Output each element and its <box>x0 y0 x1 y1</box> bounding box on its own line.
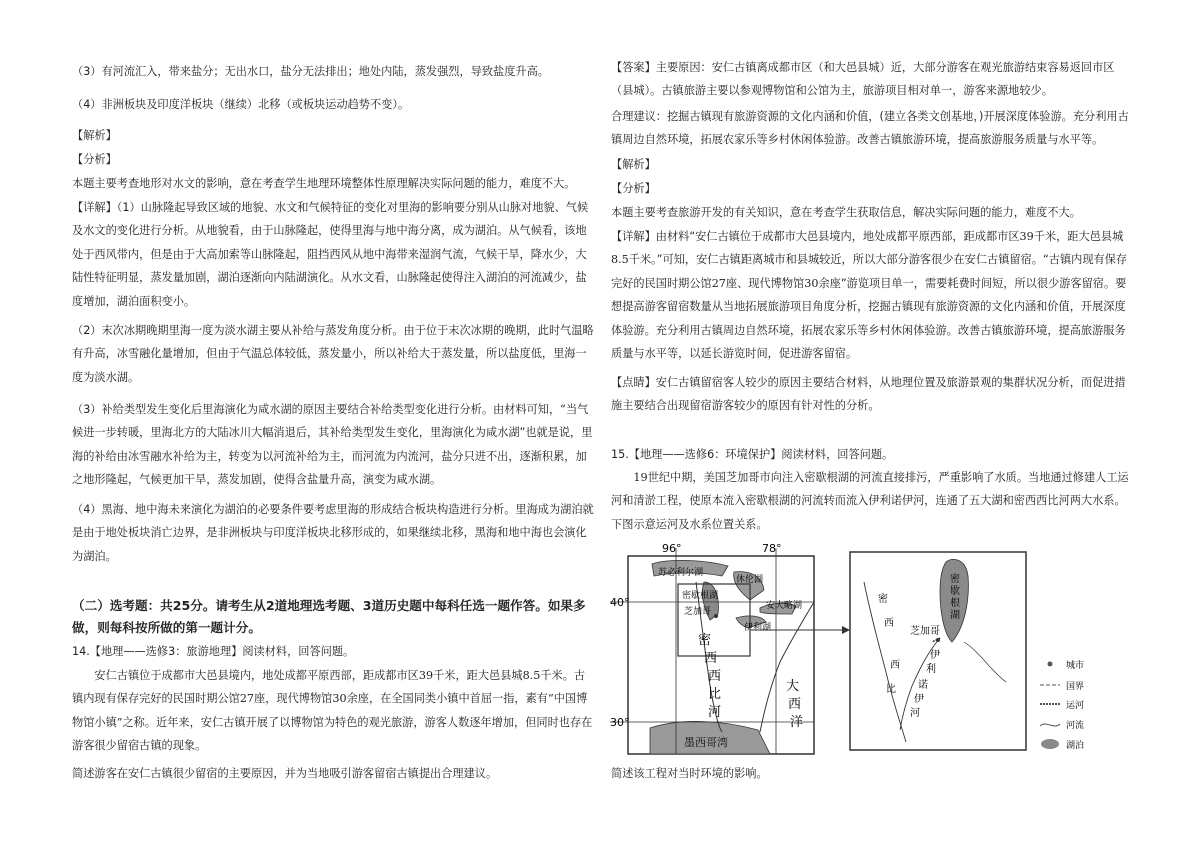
jiexi-label-right: 【解析】 <box>611 158 656 171</box>
map-svg <box>610 542 1100 757</box>
atlantic-char-1: 大 <box>786 679 800 694</box>
inset-lake-char-1: 密 <box>950 574 960 585</box>
atlantic-char-2: 西 <box>788 697 802 712</box>
q14-detail <box>611 225 1131 365</box>
q14-suggestion: 合理建议：挖掘古镇现有旅游资源的文化内涵和价值，(建立各类文创基地，)开展深度体验游。充分利用古镇周边自然环境，拓展农家乐等乡村休闲体验游。改善古镇旅游环境，提高旅游服务质量与水平等。 <box>611 110 1129 147</box>
lake-erie-label: 伊利湖 <box>744 623 772 633</box>
jiexi-label: 【解析】 <box>72 129 117 142</box>
inset-miss-char-2: 西 <box>884 618 894 629</box>
legend-lake-icon <box>1041 739 1059 749</box>
detail-quote-2: 古镇内现有保存完好的民国时期公馆27座、现代博物馆30余座 <box>611 253 1128 290</box>
q15-title: 15.【地理——选修6：环境保护】阅读材料，回答问题。 <box>611 448 894 461</box>
inset-chicago-marker <box>936 638 940 642</box>
inset-illinois-char-5: 河 <box>910 708 920 719</box>
chicago-city-marker <box>714 614 718 618</box>
label-30: 30° <box>610 716 630 729</box>
legend-city: 城市 <box>1066 661 1085 671</box>
miss-char-4: 比 <box>708 687 722 702</box>
q15-question: 简述该工程对当时环境的影响。 <box>611 767 768 780</box>
q15-material: 19世纪中期，美国芝加哥市向注入密歇根湖的河流直接排污，严重影响了水质。当地通过修建人工运河和清淤工程，使原本流入密歇根湖的河流转而流入伊利诺伊河，连通了五大湖和密西西比河两大水系。下图示意运河及水系位置关系。 <box>611 471 1129 531</box>
detail-mid-1: ”可知，安仁古镇距离城市和县城较近，所以大部分游客很少在安仁古镇留宿。“ <box>656 253 1049 267</box>
detail-part-4: （4）黑海、地中海未来演化为湖泊的必要条件要考虑里海的形成结合板块构造进行分析。里海成为湖泊就是由于地处板块消亡边界，是非洲板块与印度洋板块北移形成的，如果继续北移，黑海和地中海也会演化为湖泊。 <box>72 503 594 563</box>
legend-city-icon <box>1048 662 1053 667</box>
gulf-label: 墨西哥湾 <box>684 736 728 749</box>
inset-lake-char-4: 湖 <box>950 610 960 621</box>
q14-title: 14.【地理——选修3：旅游地理】阅读材料，回答问题。 <box>72 645 355 658</box>
q14-comment: 【点睛】安仁古镇留宿客人较少的原因主要结合材料，从地理位置及旅游景观的集群状况分析，而促进措施主要结合出现留宿游客较少的原因有针对性的分析。 <box>611 376 1126 413</box>
answer-part-3: （3）有河流汇入，带来盐分；无出水口，盐分无法排出；地处内陆，蒸发强烈，导致盐度升高。 <box>72 65 549 78</box>
label-40: 40° <box>610 596 630 609</box>
miss-char-5: 河 <box>708 705 722 720</box>
lake-michigan-label: 密歇根湖 <box>682 591 719 601</box>
canal-water-system-map <box>610 542 1100 761</box>
legend-river: 河流 <box>1066 721 1085 731</box>
inset-miss-char-3: 西 <box>890 660 900 671</box>
miss-char-3: 西 <box>708 669 722 684</box>
analysis-text-right: 本题主要考查旅游开发的有关知识，意在考查学生获取信息，解决实际问题的能力，难度不大。 <box>611 206 1081 219</box>
label-78: 78° <box>762 542 782 555</box>
q14-answer: 【答案】主要原因：安仁古镇离成都市区（和大邑县城）近，大部分游客在观光旅游结束容易返回市区（县城）。古镇旅游主要以参观博物馆和公馆为主，旅游项目相对单一，游客来源地较少。 <box>611 61 1115 98</box>
fenxi-label: 【分析】 <box>72 153 117 166</box>
atlantic-char-3: 洋 <box>790 715 804 730</box>
answer-part-4: （4）非洲板块及印度洋板块（继续）北移（或板块运动趋势不变）。 <box>72 98 410 111</box>
inset-illinois-char-4: 伊 <box>914 694 924 705</box>
inset-lake-char-2: 歇 <box>950 586 960 597</box>
detail-part-3: （3）补给类型发生变化后里海演化为咸水湖的原因主要结合补给类型变化进行分析。由材料可知，“当气候进一步转暖，里海北方的大陆冰川大幅消退后，其补给类型发生变化，里海演化为咸水湖”也就是说，里海的补给由冰雪融水补给为主，转变为以河流补给为主，而河流为内流河，盐分只进不出，逐渐积累，加之地形隆起，气候更加干旱，蒸发加剧，使得含盐量升高，演变为咸水湖。 <box>72 403 593 487</box>
inset-lake-char-3: 根 <box>950 598 960 609</box>
inset-illinois-char-3: 诺 <box>918 680 928 691</box>
lake-huron-label: 休伦湖 <box>736 575 764 585</box>
inset-illinois-char-2: 利 <box>926 664 936 675</box>
detail-rest: ”游览项目单一，需要耗费时间短，所以很少游客留宿。要想提高游客留宿数量从当地拓展旅游项目角度分析，挖掘古镇现有旅游资源的文化内涵和价值，开展深度体验游。充分利用古镇周边自然环境，拓展农家乐等乡村休闲体验游。改善古镇旅游环境，提高旅游服务质量与水平等，以延长游览时间，促进游客留宿。 <box>611 276 1127 361</box>
fenxi-label-right: 【分析】 <box>611 182 656 195</box>
legend-river-icon <box>1040 724 1060 726</box>
inset-illinois-char-1: 伊 <box>930 650 940 661</box>
detail-prefix: 【详解】由材料“ <box>611 230 696 243</box>
lake-ontario-label: 安大略湖 <box>766 601 803 611</box>
label-96: 96° <box>662 542 682 555</box>
q14-question: 简述游客在安仁古镇很少留宿的主要原因，并为当地吸引游客留宿古镇提出合理建议。 <box>72 767 498 780</box>
detail-quote-1: 安仁古镇位于成都市大邑县境内，地处成都平原西部，距成都市区39千米，距大邑县城8.5千米。 <box>611 230 1124 267</box>
legend-lake: 湖泊 <box>1066 741 1085 751</box>
lake-superior-label: 苏必利尔湖 <box>658 568 704 578</box>
inset-arrow-head <box>842 626 850 634</box>
miss-char-1: 密 <box>698 633 712 648</box>
detail-part-1: 【详解】（1）山脉隆起导致区域的地貌、水文和气候特征的变化对里海的影响要分别从山脉对地貌、气候及水文的变化进行分析。从地貌看，由于山脉隆起，使得里海与地中海分离，成为湖泊。从气候看，该地处于西风带内，但是由于大高加索等山脉隆起，阻挡西风从地中海带来湿润气流，气候干旱，降水少，大陆性特征明显，蒸发量加剧，湖泊逐渐向内陆湖演化。从水文看，山脉隆起使得注入湖泊的河流减少，盐度增加，湖泊面积变小。 <box>72 201 589 308</box>
inset-chicago-label: 芝加哥 <box>910 626 940 637</box>
q14-material: 安仁古镇位于成都市大邑县境内，地处成都平原西部，距成都市区39千米，距大邑县城8.5千米。古镇内现有保存完好的民国时期公馆27座，现代博物馆30余座，在全国同类小镇中首屈一指，素有“中国博物馆小镇”之称。近年来，安仁古镇开展了以博物馆为特色的观光旅游，游客人数逐年增加，但同时也存在游客很少留宿古镇的现象。 <box>72 669 593 753</box>
legend-border: 国界 <box>1066 682 1085 692</box>
chicago-label: 芝加哥 <box>684 607 712 617</box>
analysis-text: 本题主要考查地形对水文的影响，意在考查学生地理环境整体性原理解决实际问题的能力，难度不大。 <box>72 177 576 190</box>
inset-miss-char-1: 密 <box>878 594 888 605</box>
section-header: （二）选考题：共25分。请考生从2道地理选考题、3道历史题中每科任选一题作答。如果多做，则每科按所做的第一题计分。 <box>72 598 586 635</box>
inset-miss-char-4: 比 <box>886 684 896 695</box>
detail-part-2: （2）末次冰期晚期里海一度为淡水湖主要从补给与蒸发角度分析。由于位于末次冰期的晚期，此时气温略有升高，冰雪融化量增加，但由于气温总体较低，蒸发量小，所以补给大于蒸发量，所以盐度低，里海一度为淡水湖。 <box>72 324 594 384</box>
miss-char-2: 西 <box>704 651 718 666</box>
legend-canal: 运河 <box>1066 701 1085 711</box>
